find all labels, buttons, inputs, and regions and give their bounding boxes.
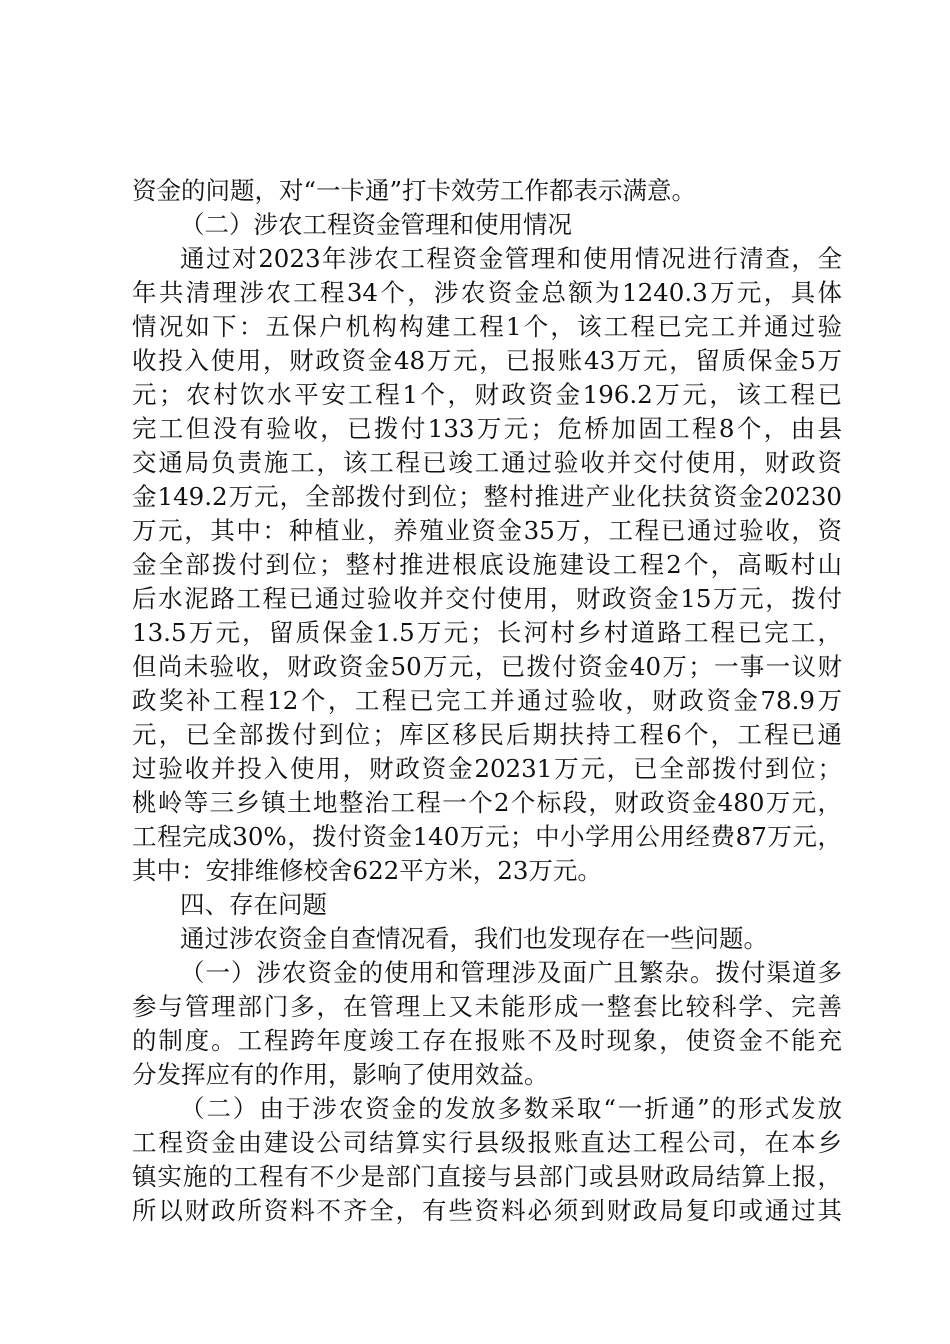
text-line: 通过对2023年涉农工程资金管理和使用情况进行清查，全 (180, 244, 842, 273)
section-heading: （二）涉农工程资金管理和使用情况 (180, 210, 572, 239)
text-line: 情况如下：五保户机构构建工程1个，该工程已完工并通过验 (132, 312, 842, 341)
text-line: 交通局负责施工，该工程已竣工通过验收并交付使用，财政资 (132, 448, 842, 477)
text-line: 但尚未验收，财政资金50万元，已拨付资金40万；一事一议财 (132, 652, 842, 681)
text-line: 通过涉农资金自查情况看，我们也发现存在一些问题。 (180, 924, 768, 953)
text-line: 过验收并投入使用，财政资金20231万元，已全部拨付到位； (132, 754, 842, 783)
text-line: 完工但没有验收，已拨付133万元；危桥加固工程8个，由县 (132, 414, 842, 443)
text-line: 万元，其中：种植业，养殖业资金35万，工程已通过验收，资 (132, 516, 842, 545)
text-line: 其中：安排维修校舍622平方米，23万元。 (132, 856, 602, 885)
text-line: 资金的问题，对“一卡通”打卡效劳工作都表示满意。 (132, 176, 697, 205)
text-line: 元；农村饮水平安工程1个，财政资金196.2万元，该工程已 (132, 380, 842, 409)
text-line: 金149.2万元，全部拨付到位；整村推进产业化扶贫资金20230 (132, 482, 842, 511)
text-line: 镇实施的工程有不少是部门直接与县部门或县财政局结算上报， (132, 1162, 842, 1191)
section-heading: 四、存在问题 (180, 890, 327, 919)
text-line: 所以财政所资料不齐全，有些资料必须到财政局复印或通过其 (132, 1196, 842, 1225)
text-line: 的制度。工程跨年度竣工存在报账不及时现象，使资金不能充 (132, 1026, 842, 1055)
text-line: 金全部拨付到位；整村推进根底设施建设工程2个，高畈村山 (132, 550, 842, 579)
text-line: 参与管理部门多，在管理上又未能形成一整套比较科学、完善 (132, 992, 842, 1021)
text-line: 桃岭等三乡镇土地整治工程一个2个标段，财政资金480万元， (132, 788, 842, 817)
text-line: 13.5万元，留质保金1.5万元；长河村乡村道路工程已完工， (132, 618, 842, 647)
text-line: 元，已全部拨付到位；库区移民后期扶持工程6个，工程已通 (132, 720, 842, 749)
text-line: 分发挥应有的作用，影响了使用效益。 (132, 1060, 549, 1089)
text-line: 工程完成30%，拨付资金140万元；中小学用公用经费87万元， (132, 822, 842, 851)
text-line: 工程资金由建设公司结算实行县级报账直达工程公司，在本乡 (132, 1128, 842, 1157)
text-line: （一）涉农资金的使用和管理涉及面广且繁杂。拨付渠道多 (180, 958, 842, 987)
text-line: 后水泥路工程已通过验收并交付使用，财政资金15万元，拨付 (132, 584, 842, 613)
text-line: 收投入使用，财政资金48万元，已报账43万元，留质保金5万 (132, 346, 842, 375)
text-line: 年共清理涉农工程34个，涉农资金总额为1240.3万元，具体 (132, 278, 842, 307)
text-line: （二）由于涉农资金的发放多数采取“一折通”的形式发放 (180, 1094, 842, 1123)
text-line: 政奖补工程12个，工程已完工并通过验收，财政资金78.9万 (132, 686, 842, 715)
